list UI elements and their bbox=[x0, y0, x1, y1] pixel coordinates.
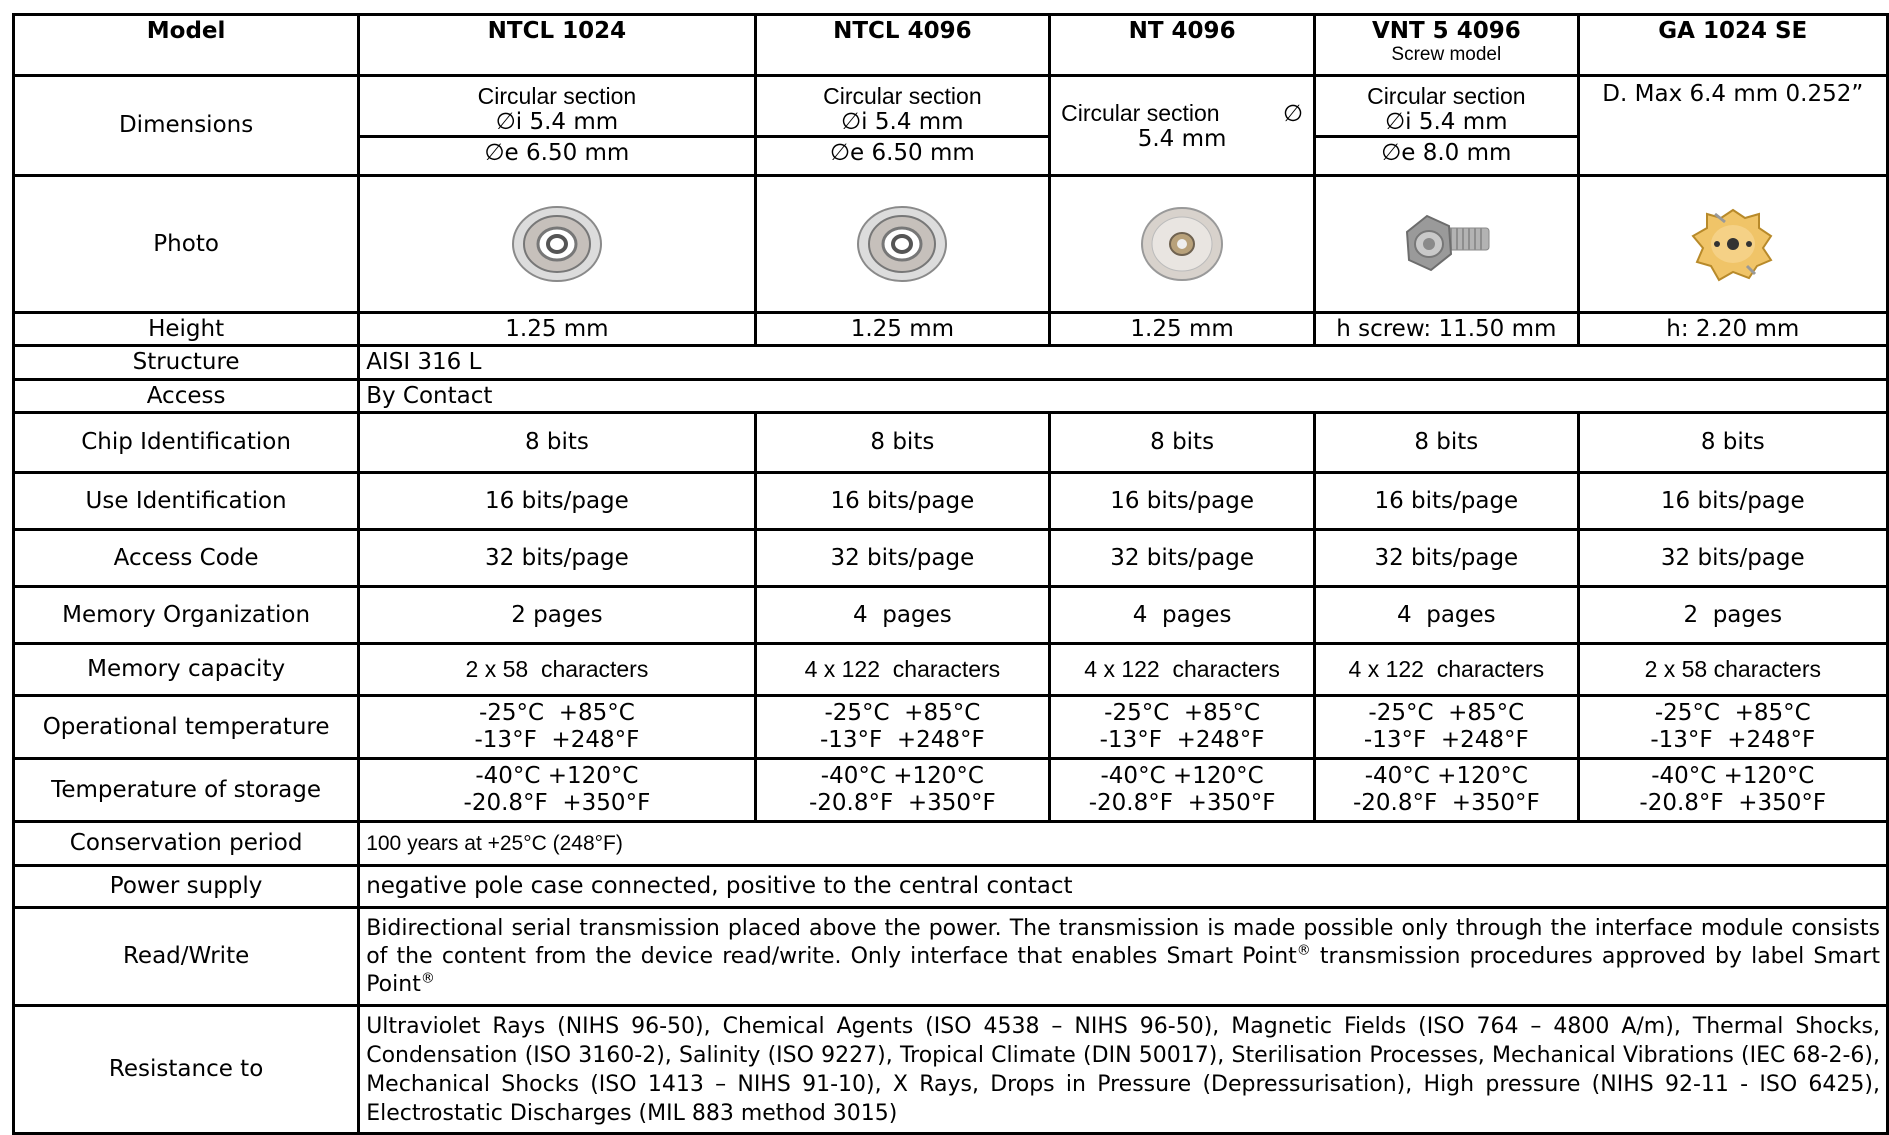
row-label-structure: Structure bbox=[14, 346, 359, 380]
read-write-value bbox=[359, 908, 1888, 1006]
chip-id-value: 8 bits bbox=[755, 413, 1049, 473]
access-code-value: 32 bits/page bbox=[1315, 530, 1578, 587]
dim-outer: ∅e 8.0 mm bbox=[1381, 139, 1512, 166]
storage-temperature-value: -40°C +120°C -20.8°F +350°F bbox=[1315, 759, 1578, 822]
read-write-text: Bidirectional serial transmission placed above the power. The transmission is made possible only through the interface module consists of the content from the device read/write. Only interface that enables Smart Point bbox=[366, 915, 1880, 969]
registered-mark: ® bbox=[420, 970, 435, 987]
access-code-value: 32 bits/page bbox=[1578, 530, 1887, 587]
dim-line2: ∅i 5.4 mm bbox=[841, 108, 964, 135]
chip-id-value: 8 bits bbox=[359, 413, 755, 473]
row-label-resistance: Resistance to bbox=[14, 1006, 359, 1134]
model-vnt-5-4096 bbox=[1315, 15, 1578, 76]
gold-chip-tag-icon bbox=[1685, 204, 1781, 284]
height-value: 1.25 mm bbox=[755, 313, 1049, 346]
operational-temperature-value: -25°C +85°C -13°F +248°F bbox=[359, 696, 755, 759]
model-ntcl-4096: NTCL 4096 bbox=[755, 15, 1049, 76]
dim-line2: ∅i 5.4 mm bbox=[1385, 108, 1508, 135]
read-write-row bbox=[14, 908, 1888, 1006]
diameter-symbol: ∅ bbox=[1283, 99, 1304, 126]
memory-organization-value: 2 pages bbox=[359, 587, 755, 644]
dimension-cell bbox=[1050, 76, 1315, 176]
memory-capacity-value: 4 x 122 characters bbox=[755, 644, 1049, 696]
operational-temperature-value: -25°C +85°C -13°F +248°F bbox=[1050, 696, 1315, 759]
access-value: By Contact bbox=[359, 380, 1888, 413]
row-label-access-code: Access Code bbox=[14, 530, 359, 587]
dimension-cell bbox=[359, 76, 755, 176]
storage-temperature-value: -40°C +120°C -20.8°F +350°F bbox=[359, 759, 755, 822]
model-nt-4096: NT 4096 bbox=[1050, 15, 1315, 76]
photo-cell bbox=[1050, 176, 1315, 313]
conservation-row bbox=[14, 822, 1888, 866]
round-button-tag-icon bbox=[509, 204, 605, 284]
use-id-value: 16 bits/page bbox=[1315, 473, 1578, 530]
row-label-memory-organization: Memory Organization bbox=[14, 587, 359, 644]
use-id-value: 16 bits/page bbox=[1578, 473, 1887, 530]
power-supply-row bbox=[14, 866, 1888, 908]
dim-line2: ∅i 5.4 mm bbox=[495, 108, 619, 135]
use-id-value: 16 bits/page bbox=[1050, 473, 1315, 530]
structure-row bbox=[14, 346, 1888, 380]
photo-cell bbox=[359, 176, 755, 313]
dim-line1: Circular section bbox=[823, 82, 982, 109]
storage-temperature-value: -40°C +120°C -20.8°F +350°F bbox=[755, 759, 1049, 822]
conservation-value: 100 years at +25°C (248°F) bbox=[359, 822, 1888, 866]
photo-cell bbox=[755, 176, 1049, 313]
header-row bbox=[14, 15, 1888, 76]
row-label-photo: Photo bbox=[14, 176, 359, 313]
dimension-cell bbox=[755, 76, 1049, 176]
row-label-operational-temperature: Operational temperature bbox=[14, 696, 359, 759]
photo-cell bbox=[1578, 176, 1887, 313]
memory-organization-value: 4 pages bbox=[1050, 587, 1315, 644]
use-id-row bbox=[14, 473, 1888, 530]
memory-organization-value: 4 pages bbox=[1315, 587, 1578, 644]
row-label-read-write: Read/Write bbox=[14, 908, 359, 1006]
memory-organization-value: 2 pages bbox=[1578, 587, 1887, 644]
row-label-storage-temperature: Temperature of storage bbox=[14, 759, 359, 822]
memory-organization-row bbox=[14, 587, 1888, 644]
hex-screw-tag-icon bbox=[1391, 204, 1501, 284]
height-row bbox=[14, 313, 1888, 346]
memory-capacity-value: 4 x 122 characters bbox=[1315, 644, 1578, 696]
storage-temperature-row bbox=[14, 759, 1888, 822]
access-code-value: 32 bits/page bbox=[755, 530, 1049, 587]
registered-mark: ® bbox=[1296, 942, 1311, 959]
access-code-row bbox=[14, 530, 1888, 587]
memory-capacity-value: 2 x 58 characters bbox=[1578, 644, 1887, 696]
dim-line2: 5.4 mm bbox=[1137, 125, 1227, 152]
storage-temperature-value: -40°C +120°C -20.8°F +350°F bbox=[1050, 759, 1315, 822]
round-button-tag-icon bbox=[854, 204, 950, 284]
use-id-value: 16 bits/page bbox=[755, 473, 1049, 530]
spec-table bbox=[12, 13, 1889, 1135]
model-subtitle: Screw model bbox=[1391, 44, 1502, 65]
height-value: 1.25 mm bbox=[1050, 313, 1315, 346]
operational-temperature-value: -25°C +85°C -13°F +248°F bbox=[1315, 696, 1578, 759]
resistance-row bbox=[14, 1006, 1888, 1134]
read-write-text: transmission procedures approved by label Smart Point bbox=[366, 943, 1880, 997]
memory-capacity-value: 4 x 122 characters bbox=[1050, 644, 1315, 696]
memory-organization-value: 4 pages bbox=[755, 587, 1049, 644]
structure-value: AISI 316 L bbox=[359, 346, 1888, 380]
operational-temperature-value: -25°C +85°C -13°F +248°F bbox=[1578, 696, 1887, 759]
memory-capacity-value: 2 x 58 characters bbox=[359, 644, 755, 696]
use-id-value: 16 bits/page bbox=[359, 473, 755, 530]
dimensions-row bbox=[14, 76, 1888, 176]
chip-id-value: 8 bits bbox=[1578, 413, 1887, 473]
model-name: VNT 5 4096 bbox=[1371, 18, 1521, 44]
dim-line1: Circular section bbox=[1367, 82, 1526, 109]
chip-id-row bbox=[14, 413, 1888, 473]
chip-id-value: 8 bits bbox=[1315, 413, 1578, 473]
row-label-access: Access bbox=[14, 380, 359, 413]
operational-temperature-row bbox=[14, 696, 1888, 759]
dimension-cell bbox=[1315, 76, 1578, 176]
dim-line1: Circular section bbox=[477, 82, 637, 109]
dimension-cell: D. Max 6.4 mm 0.252” bbox=[1578, 76, 1887, 176]
model-ntcl-1024: NTCL 1024 bbox=[359, 15, 755, 76]
row-label-memory-capacity: Memory capacity bbox=[14, 644, 359, 696]
dim-line1: Circular section bbox=[1061, 99, 1220, 126]
height-value: 1.25 mm bbox=[359, 313, 755, 346]
operational-temperature-value: -25°C +85°C -13°F +248°F bbox=[755, 696, 1049, 759]
model-ga-1024-se: GA 1024 SE bbox=[1578, 15, 1887, 76]
model-header: Model bbox=[14, 15, 359, 76]
flat-disc-tag-icon bbox=[1134, 204, 1230, 284]
dim-outer: ∅e 6.50 mm bbox=[484, 139, 630, 166]
memory-capacity-row bbox=[14, 644, 1888, 696]
resistance-value: Ultraviolet Rays (NIHS 96-50), Chemical Agents (ISO 4538 – NIHS 96-50), Magnetic Fields (ISO 764 – 4800 A/m), Thermal Shocks, Condensation (ISO 3160-2), Salinity (ISO 9227), Tropical Climate (DIN 50017), Sterilisation Processes, Mechanical Vibrations (IEC 68-2-6), Mechanical Shocks (ISO 1413 – NIHS 91-10), X Rays, Drops in Pressure (Depressurisation), High pressure (NIHS 92-11 - ISO 6425), Electrostatic Discharges (MIL 883 method 3015) bbox=[359, 1006, 1888, 1134]
row-label-chip-id: Chip Identification bbox=[14, 413, 359, 473]
access-code-value: 32 bits/page bbox=[1050, 530, 1315, 587]
row-label-power-supply: Power supply bbox=[14, 866, 359, 908]
height-value: h screw: 11.50 mm bbox=[1315, 313, 1578, 346]
row-label-conservation: Conservation period bbox=[14, 822, 359, 866]
access-row bbox=[14, 380, 1888, 413]
access-code-value: 32 bits/page bbox=[359, 530, 755, 587]
row-label-dimensions: Dimensions bbox=[14, 76, 359, 176]
height-value: h: 2.20 mm bbox=[1578, 313, 1887, 346]
row-label-height: Height bbox=[14, 313, 359, 346]
power-supply-value: negative pole case connected, positive to the central contact bbox=[359, 866, 1888, 908]
photo-cell bbox=[1315, 176, 1578, 313]
row-label-use-id: Use Identification bbox=[14, 473, 359, 530]
dim-outer: ∅e 6.50 mm bbox=[829, 139, 975, 166]
photo-row bbox=[14, 176, 1888, 313]
storage-temperature-value: -40°C +120°C -20.8°F +350°F bbox=[1578, 759, 1887, 822]
chip-id-value: 8 bits bbox=[1050, 413, 1315, 473]
